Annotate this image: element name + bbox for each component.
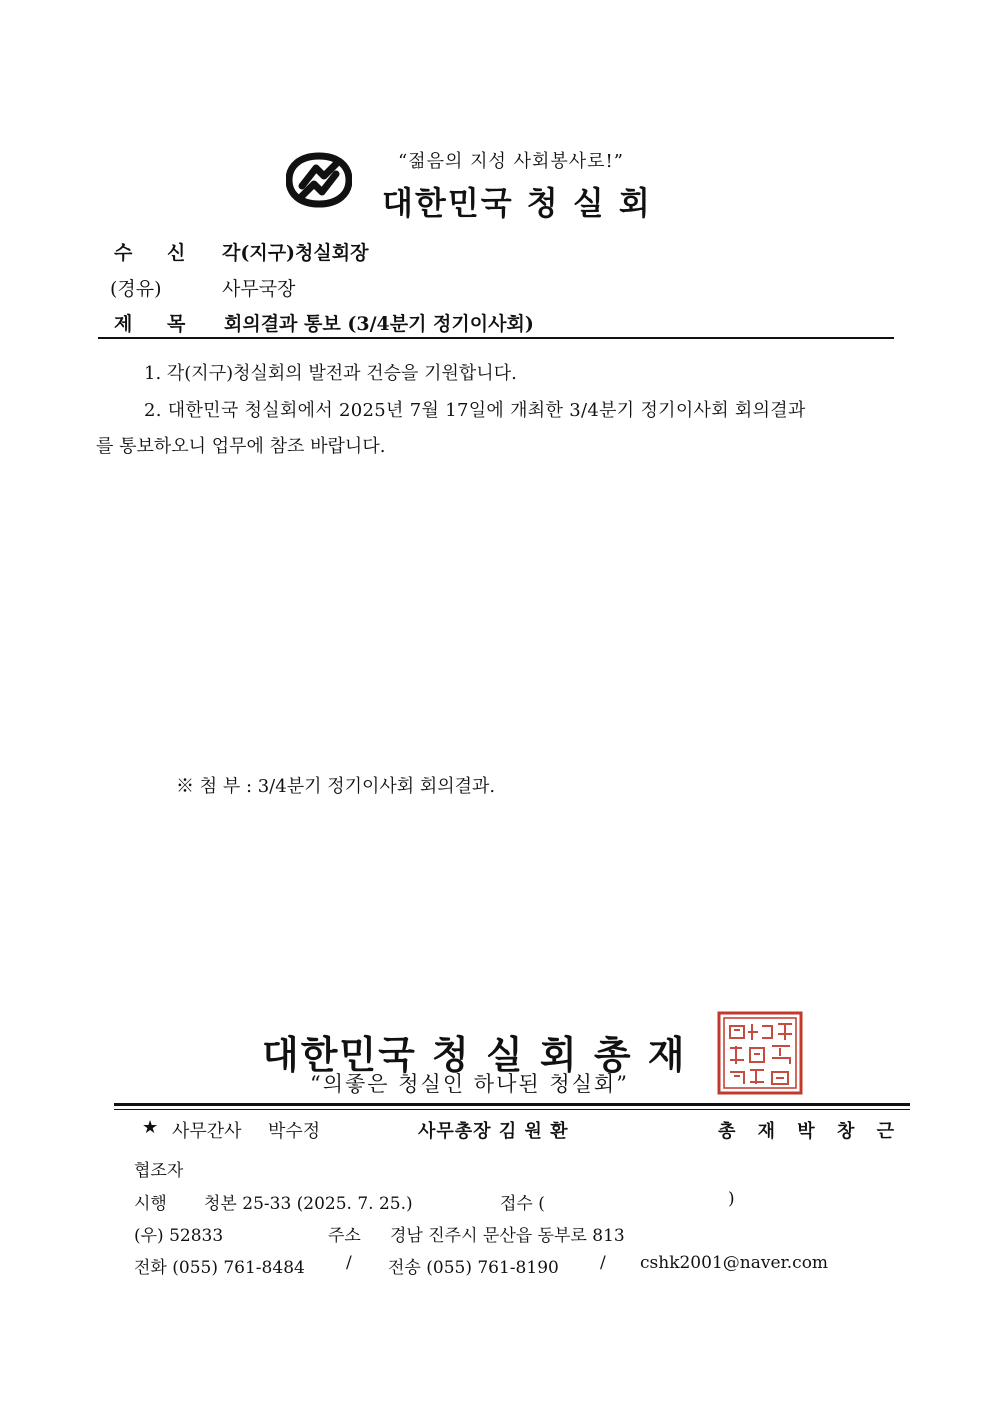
issue-value: 청본 25-33 (2025. 7. 25.) [204, 1194, 413, 1214]
receipt-close: ) [728, 1189, 735, 1209]
footer-divider-thin [114, 1109, 910, 1110]
recipient-value: 각(지구)청실회장 [222, 242, 369, 264]
approver: 총 재 박 창 근 [718, 1121, 903, 1142]
footer-divider-thick [114, 1103, 910, 1106]
via-value: 사무국장 [222, 278, 296, 300]
separator-1: / [346, 1253, 352, 1273]
recipient-label: 수 신 [114, 242, 200, 264]
drafter-title: 사무간사 [172, 1121, 242, 1142]
separator-2: / [600, 1253, 606, 1273]
reviewer: 사무총장 김 원 환 [418, 1121, 569, 1142]
subject-label: 제 목 [114, 313, 200, 335]
via-label: (경유) [110, 278, 162, 300]
footer-org-title: 대한민국 청 실 회 총 재 [262, 1032, 687, 1077]
drafter-name: 박수정 [268, 1121, 321, 1142]
phone-number: 전화 (055) 761-8484 [134, 1258, 305, 1278]
subject-value: 회의결과 통보 (3/4분기 정기이사회) [224, 313, 534, 335]
postal-code: (우) 52833 [134, 1226, 224, 1246]
org-emblem-icon [286, 152, 352, 208]
body-paragraph-1: 1. 각(지구)청실회의 발전과 건승을 기원합니다. [144, 363, 517, 384]
issue-label: 시행 [134, 1194, 167, 1214]
official-seal-icon [716, 1010, 804, 1096]
body-paragraph-2-line-1: 2. 대한민국 청실회에서 2025년 7월 17일에 개최한 3/4분기 정기이사회 회의결과 [144, 400, 806, 421]
address-label: 주소 [328, 1226, 361, 1246]
header-slogan: “젊음의 지성 사회봉사로!” [398, 151, 624, 172]
body-paragraph-2-line-2: 를 통보하오니 업무에 참조 바랍니다. [96, 436, 386, 457]
receipt-label: 접수 ( [500, 1194, 545, 1214]
cooperator-label: 협조자 [134, 1161, 184, 1181]
org-title: 대한민국 청 실 회 [382, 184, 652, 222]
attachment-line: ※ 첨 부 : 3/4분기 정기이사회 회의결과. [176, 776, 496, 797]
star-mark: ★ [142, 1117, 159, 1138]
footer-slogan: “의좋은 청실인 하나된 청실회” [310, 1072, 629, 1096]
header-divider [98, 337, 894, 339]
fax-number: 전송 (055) 761-8190 [388, 1258, 559, 1278]
address-value: 경남 진주시 문산읍 동부로 813 [390, 1226, 625, 1246]
email-address[interactable]: cshk2001@naver.com [640, 1253, 829, 1273]
